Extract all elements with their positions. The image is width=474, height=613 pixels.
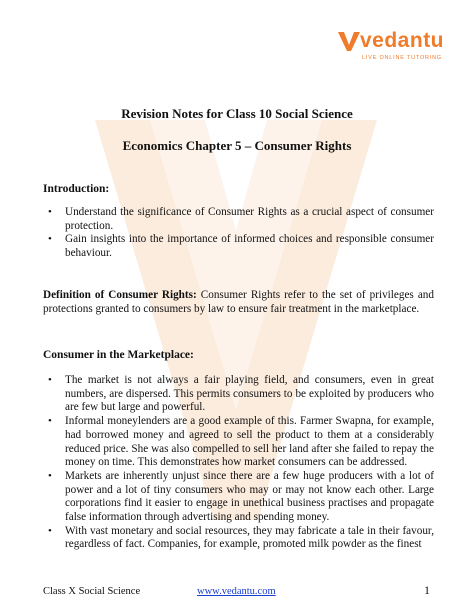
vedantu-logo-icon — [336, 29, 362, 53]
logo-name: vedantu — [360, 29, 445, 52]
page-number: 1 — [424, 583, 430, 597]
list-item: • Understand the significance of Consumer Rights as a crucial aspect of consumer protection. — [43, 206, 434, 233]
logo — [340, 27, 445, 82]
footer-website-link[interactable]: www.vedantu.com — [197, 586, 276, 597]
list-item: • Markets are inherently unjust since there are a few huge producers with a lot of power and a lot of tiny consumers who may or may not know each other. Large corporations find it easier to engage in unethical business practises and propagate false information through advertising and spending money. — [43, 470, 434, 525]
page-subtitle: Economics Chapter 5 – Consumer Rights — [122, 138, 352, 153]
introduction-heading: Introduction: — [43, 183, 110, 195]
definition-text: Consumer Rights refer to the set of privileges and protections granted to consumers by law to ensure fair treatment in the marketplace. — [43, 289, 434, 315]
list-item: • Gain insights into the importance of informed choices and responsible consumer behaviour. — [43, 233, 434, 260]
page-title: Revision Notes for Class 10 Social Science — [121, 106, 353, 121]
footer-class-label: Class X Social Science — [43, 586, 141, 597]
logo-tagline: LIVE ONLINE TUTORING — [362, 55, 442, 61]
definition-label: Definition of Consumer Rights: — [43, 289, 197, 301]
definition-paragraph — [43, 289, 434, 316]
list-item: • With vast monetary and social resources, they may fabricate a tale in their favour, regardless of fact. Companies, for example, promoted milk powder as the finest — [43, 525, 434, 552]
introduction-list — [43, 206, 434, 261]
marketplace-heading: Consumer in the Marketplace: — [43, 349, 194, 361]
list-item: • The market is not always a fair playing field, and consumers, even in great numbers, are dispersed. This permits consumers to be exploited by producers who are few but large and powerful. — [43, 374, 434, 415]
list-item: • Informal moneylenders are a good example of this. Farmer Swapna, for example, had borrowed money and agreed to sell the product to them at a considerably reduced price. She was also compelled to sell her land after she failed to repay the money on time. This demonstrates how market consumers can be addressed. — [43, 415, 434, 470]
marketplace-list — [43, 374, 434, 552]
